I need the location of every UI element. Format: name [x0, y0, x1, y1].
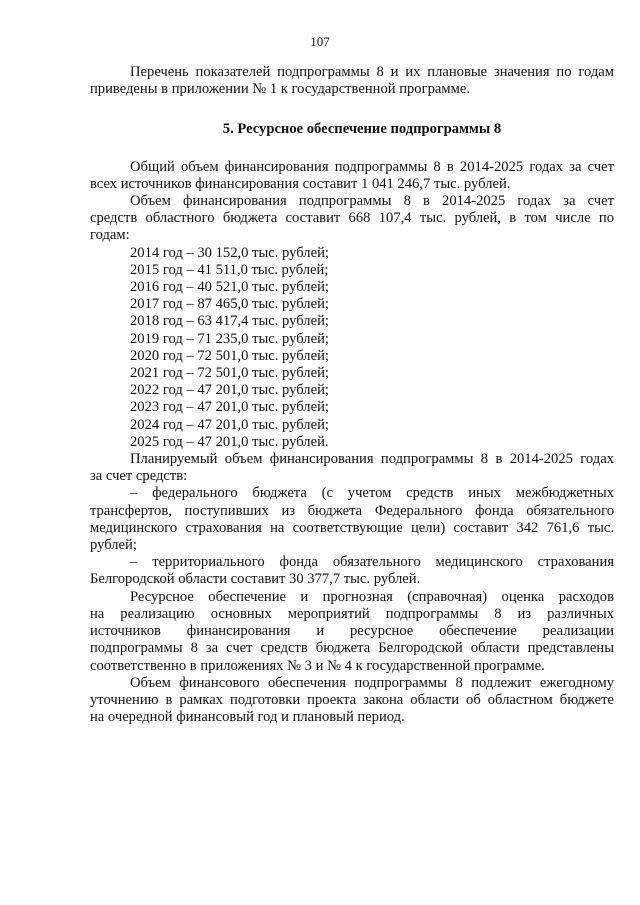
total-line-1: Общий объем финансирования подпрограммы 8 в 2014-2025 годах за счет: [130, 158, 614, 175]
resource-line-5: соответственно в приложениях № 3 и № 4 к государственной программе.: [90, 657, 545, 674]
planned-line-2: за счет средств:: [90, 468, 188, 485]
list-item: 2021 год – 72 501,0 тыс. рублей;: [130, 365, 329, 382]
resource-line-2: на реализацию основных мероприятий подпрограммы 8 из различных: [90, 605, 614, 622]
list-item: 2018 год – 63 417,4 тыс. рублей;: [130, 313, 329, 330]
list-item: 2024 год – 47 201,0 тыс. рублей;: [130, 416, 329, 433]
resource-line-1: Ресурсное обеспечение и прогнозная (справочная) оценка расходов: [130, 588, 614, 605]
territorial-line-2: Белгородской области составит 30 377,7 тыс. рублей.: [90, 571, 421, 588]
closing-line-3: на очередной финансовый год и плановый период.: [90, 709, 405, 726]
list-item: 2015 год – 41 511,0 тыс. рублей;: [130, 261, 329, 278]
resource-line-3: источников финансирования и ресурсное обеспечение реализации: [90, 623, 614, 640]
closing-line-1: Объем финансового обеспечения подпрограммы 8 подлежит ежегодному: [130, 674, 614, 691]
list-item: 2020 год – 72 501,0 тыс. рублей;: [130, 347, 329, 364]
intro-line-1: Перечень показателей подпрограммы 8 и их плановые значения по годам: [130, 64, 614, 80]
federal-line-3: медицинского страхования на соответствующие цели) составит 342 761,6 тыс.: [90, 519, 614, 536]
intro-line-2: приведены в приложении № 1 к государственной программе.: [90, 81, 470, 98]
list-item: 2023 год – 47 201,0 тыс. рублей;: [130, 399, 329, 416]
federal-line-1: – федерального бюджета (с учетом средств иных межбюджетных: [130, 485, 614, 502]
total-line-2: всех источников финансирования составит 1 041 246,7 тыс. рублей.: [90, 175, 511, 192]
section-heading: 5. Ресурсное обеспечение подпрограммы 8: [222, 121, 502, 138]
regional-line-3: годам:: [90, 227, 130, 244]
planned-line-1: Планируемый объем финансирования подпрограммы 8 в 2014-2025 годах: [130, 451, 614, 468]
federal-line-2: трансфертов, поступивших из бюджета Федерального фонда обязательного: [90, 502, 614, 519]
list-item: 2017 год – 87 465,0 тыс. рублей;: [130, 296, 329, 313]
list-item: 2014 год – 30 152,0 тыс. рублей;: [130, 244, 329, 261]
document-body: [90, 64, 614, 726]
federal-line-4: рублей;: [90, 537, 137, 554]
list-item: 2025 год – 47 201,0 тыс. рублей.: [130, 433, 329, 450]
page-number: 107: [310, 34, 330, 49]
list-item: 2022 год – 47 201,0 тыс. рублей;: [130, 382, 329, 399]
resource-line-4: подпрограммы 8 за счет средств бюджета Белгородской области представлены: [90, 640, 614, 657]
territorial-line-1: – территориального фонда обязательного медицинского страхования: [130, 554, 614, 571]
yearly-funding-list: [90, 245, 614, 451]
list-item: 2016 год – 40 521,0 тыс. рублей;: [130, 279, 329, 296]
regional-line-2: средств областного бюджета составит 668 107,4 тыс. рублей, в том числе по: [90, 210, 614, 227]
closing-line-2: уточнению в рамках подготовки проекта закона области об областном бюджете: [90, 691, 614, 708]
list-item: 2019 год – 71 235,0 тыс. рублей;: [130, 330, 329, 347]
regional-line-1: Объем финансирования подпрограммы 8 в 2014-2025 годах за счет: [130, 193, 614, 210]
